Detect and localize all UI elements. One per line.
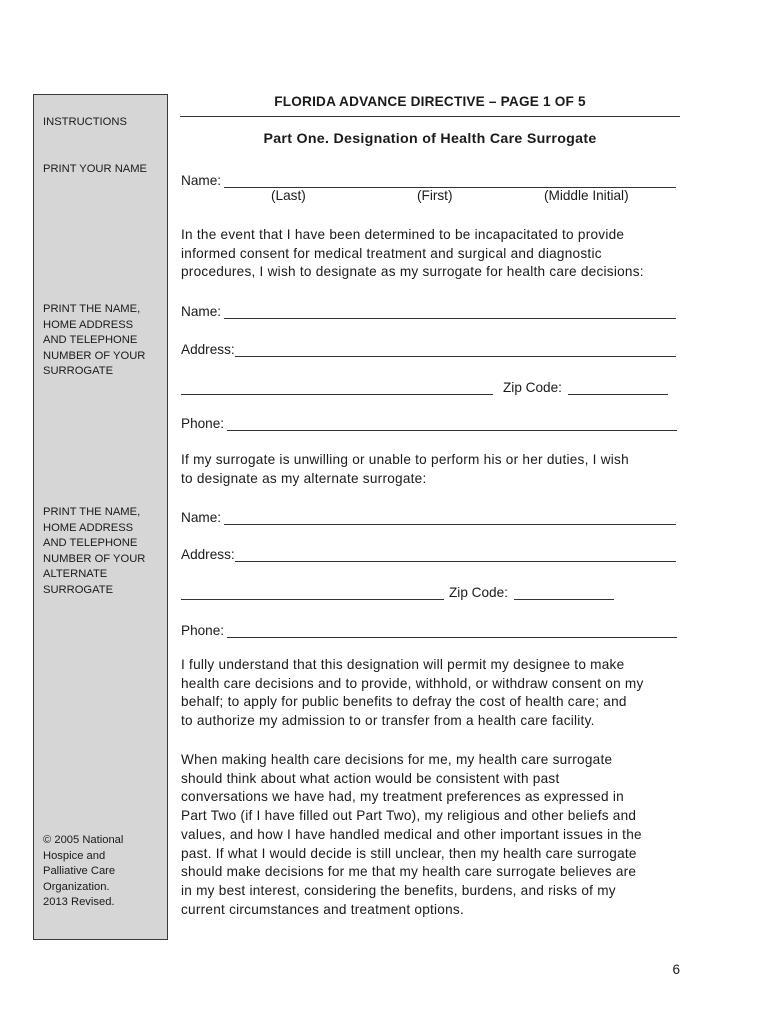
zip-label: Zip Code: bbox=[449, 585, 508, 600]
alternate-name-line[interactable] bbox=[224, 511, 676, 525]
phone-label: Phone: bbox=[181, 623, 225, 638]
alternate-zip-line[interactable] bbox=[514, 586, 614, 600]
page-title: FLORIDA ADVANCE DIRECTIVE – PAGE 1 OF 5 bbox=[274, 94, 586, 109]
surrogate-instruction: PRINT THE NAME, HOME ADDRESS AND TELEPHONE NUMBER OF YOUR SURROGATE bbox=[43, 303, 146, 378]
page-number: 6 bbox=[672, 962, 680, 977]
surrogate-phone-field[interactable] bbox=[181, 413, 677, 431]
alternate-phone-field[interactable] bbox=[181, 620, 677, 638]
title-divider bbox=[180, 116, 680, 117]
instructions-sidebar bbox=[33, 94, 168, 940]
surrogate-address-line-2[interactable] bbox=[181, 381, 493, 395]
your-name-field[interactable] bbox=[181, 170, 676, 188]
alternate-phone-line[interactable] bbox=[227, 624, 677, 638]
first-label: (First) bbox=[417, 188, 453, 203]
name-label: Name: bbox=[181, 173, 222, 188]
address-label: Address: bbox=[181, 342, 235, 357]
surrogate-zip-row[interactable] bbox=[181, 377, 676, 395]
alternate-address-line[interactable] bbox=[235, 548, 676, 562]
address-label: Address: bbox=[181, 547, 235, 562]
alternate-paragraph: If my surrogate is unwilling or unable to perform his or her duties, I wish to designate as my alternate surrogate: bbox=[181, 452, 629, 486]
intro-paragraph: In the event that I have been determined to be incapacitated to provide informed consent for medical treatment and surgical and diagnostic procedures, I wish to designate as my surrogate for health care decisions: bbox=[181, 227, 644, 280]
last-label: (Last) bbox=[271, 188, 306, 203]
alternate-instruction: PRINT THE NAME, HOME ADDRESS AND TELEPHONE NUMBER OF YOUR ALTERNATE SURROGATE bbox=[43, 506, 146, 596]
section-title: Part One. Designation of Health Care Surrogate bbox=[263, 131, 597, 147]
instructions-heading: INSTRUCTIONS bbox=[43, 116, 127, 128]
name-label: Name: bbox=[181, 510, 222, 525]
middle-initial-label: (Middle Initial) bbox=[544, 188, 629, 203]
zip-label: Zip Code: bbox=[503, 380, 562, 395]
surrogate-name-field[interactable] bbox=[181, 301, 676, 319]
alternate-address-field[interactable] bbox=[181, 544, 676, 562]
alternate-zip-row[interactable] bbox=[181, 582, 621, 600]
copyright-notice: © 2005 National Hospice and Palliative Care Organization. 2013 Revised. bbox=[43, 834, 124, 909]
surrogate-address-line[interactable] bbox=[235, 343, 676, 357]
your-name-line[interactable] bbox=[224, 174, 676, 188]
alternate-name-field[interactable] bbox=[181, 507, 676, 525]
print-name-instruction: PRINT YOUR NAME bbox=[43, 163, 148, 175]
surrogate-address-field[interactable] bbox=[181, 339, 676, 357]
phone-label: Phone: bbox=[181, 416, 225, 431]
name-label: Name: bbox=[181, 304, 222, 319]
surrogate-phone-line[interactable] bbox=[227, 417, 677, 431]
decisions-paragraph: When making health care decisions for me, my health care surrogate should think about what action would be consistent with past conversations we have had, my treatment preferences as expressed in Part Two (if I have filled out Part Two), my religious and other beliefs and values, and how I have handled medical and other important issues in the past. If what I would decide is still unclear, then my health care surrogate should make decisions for me that my health care surrogate believes are in my best interest, considering the benefits, burdens, and risks of my current circumstances and treatment options. bbox=[181, 752, 642, 917]
surrogate-name-line[interactable] bbox=[224, 305, 676, 319]
surrogate-zip-line[interactable] bbox=[568, 381, 668, 395]
alternate-address-line-2[interactable] bbox=[181, 586, 444, 600]
understanding-paragraph: I fully understand that this designation will permit my designee to make health care decisions and to provide, withhold, or withdraw consent on my behalf; to apply for public benefits to defray the cost of health care; and to authorize my admission to or transfer from a health care facility. bbox=[181, 657, 644, 729]
